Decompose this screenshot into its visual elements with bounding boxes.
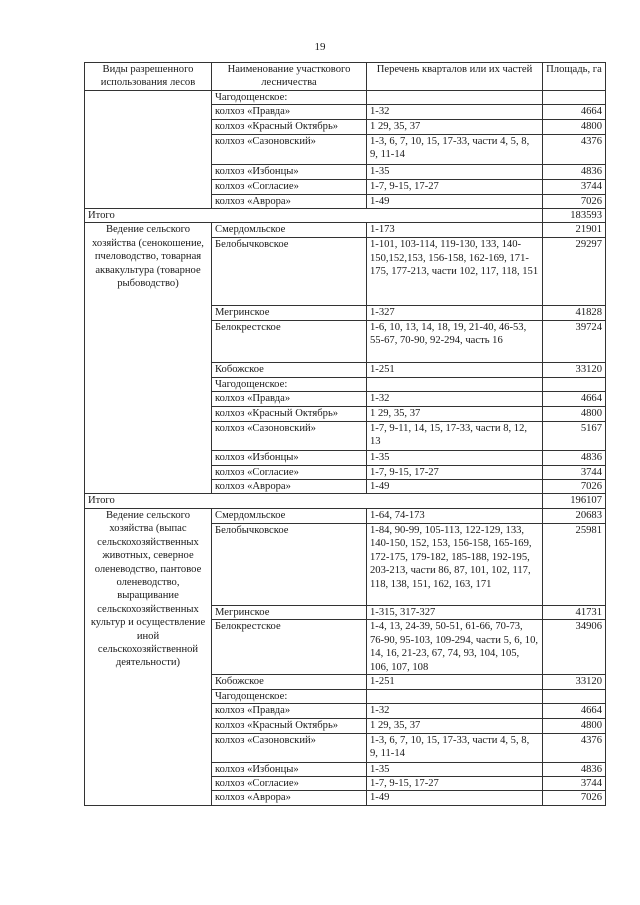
quarters-cell: 1-35 [367,450,543,465]
forestry-name-cell: колхоз «Согласие» [212,776,367,790]
use-type-cell [85,90,212,208]
quarters-cell: 1-6, 10, 13, 14, 18, 19, 21-40, 46-53, 55-67, 70-90, 92-294, часть 16 [367,320,543,362]
area-cell: 33120 [543,362,606,377]
forestry-name-cell: колхоз «Аврора» [212,791,367,805]
table-row [85,90,606,104]
forestry-name-cell: Смердомльское [212,508,367,523]
quarters-cell [367,689,543,703]
forestry-name-cell: Белобычковское [212,523,367,605]
total-row [85,209,606,223]
forestry-name-cell: колхоз «Красный Октябрь» [212,406,367,421]
area-cell: 3744 [543,465,606,479]
forestry-name-cell: Белобычковское [212,238,367,306]
forestry-name-cell: колхоз «Сазоновский» [212,733,367,762]
forestry-name-cell: колхоз «Согласие» [212,465,367,479]
quarters-cell: 1-49 [367,194,543,208]
quarters-cell: 1-327 [367,306,543,320]
area-cell [543,689,606,703]
area-cell: 3744 [543,179,606,194]
quarters-cell: 1 29, 35, 37 [367,119,543,134]
forestry-name-cell: Смердомльское [212,223,367,238]
forestry-name-cell: колхоз «Избонцы» [212,164,367,179]
table-row [85,223,606,238]
quarters-cell: 1-32 [367,392,543,406]
forestry-name-cell: колхоз «Аврора» [212,480,367,494]
area-cell: 29297 [543,238,606,306]
header-forestry-name: Наименование участкового лесничества [212,63,367,91]
area-cell: 4664 [543,105,606,119]
forestry-name-cell: колхоз «Правда» [212,392,367,406]
quarters-cell: 1-315, 317-327 [367,605,543,619]
quarters-cell: 1-101, 103-114, 119-130, 133, 140-150,152,153, 156-158, 162-169, 171-175, 177-213, части 102, 117, 118, 151 [367,238,543,306]
area-cell: 4836 [543,762,606,776]
quarters-cell: 1-35 [367,164,543,179]
area-cell: 4664 [543,392,606,406]
area-cell: 33120 [543,675,606,689]
area-cell: 5167 [543,421,606,450]
table-row [85,508,606,523]
use-type-cell: Ведение сельского хозяйства (сенокошение, пчеловодство, товарная аквакультура (товарное рыбоводство) [85,223,212,494]
quarters-cell: 1-173 [367,223,543,238]
quarters-cell: 1-32 [367,105,543,119]
area-cell: 34906 [543,620,606,675]
quarters-cell: 1-7, 9-15, 17-27 [367,465,543,479]
forestry-name-cell: колхоз «Сазоновский» [212,134,367,164]
area-cell: 4800 [543,718,606,733]
area-cell: 3744 [543,776,606,790]
total-label: Итого [85,209,543,223]
total-value: 183593 [543,209,606,223]
area-cell: 41828 [543,306,606,320]
quarters-cell: 1 29, 35, 37 [367,718,543,733]
area-cell: 4800 [543,119,606,134]
quarters-cell: 1-32 [367,704,543,718]
quarters-cell: 1-4, 13, 24-39, 50-51, 61-66, 70-73, 76-90, 95-103, 109-294, части 5, 6, 10, 14, 16, 21-23, 67, 74, 93, 104, 105, 106, 107, 108 [367,620,543,675]
area-cell: 7026 [543,791,606,805]
forestry-name-cell: колхоз «Правда» [212,105,367,119]
forestry-name-cell: колхоз «Избонцы» [212,762,367,776]
quarters-cell [367,90,543,104]
area-cell: 20683 [543,508,606,523]
forestry-name-cell: колхоз «Согласие» [212,179,367,194]
quarters-cell: 1-251 [367,675,543,689]
forestry-name-cell: Кобожское [212,675,367,689]
forestry-name-cell: Мегринское [212,605,367,619]
forestry-name-cell: колхоз «Избонцы» [212,450,367,465]
quarters-cell [367,377,543,391]
quarters-cell: 1-3, 6, 7, 10, 15, 17-33, части 4, 5, 8, 9, 11-14 [367,134,543,164]
area-cell: 7026 [543,194,606,208]
quarters-cell: 1-7, 9-15, 17-27 [367,776,543,790]
total-row [85,494,606,508]
quarters-cell: 1-49 [367,480,543,494]
area-cell: 41731 [543,605,606,619]
header-quarters-list: Перечень кварталов или их частей [367,63,543,91]
quarters-cell: 1-35 [367,762,543,776]
header-area: Площадь, га [543,63,606,91]
quarters-cell: 1-84, 90-99, 105-113, 122-129, 133, 140-150, 152, 153, 156-158, 165-169, 172-175, 179-182, 185-188, 192-195, 203-213, части 86, 87, 101, 102, 117, 118, 138, 151, 162, 163, 171 [367,523,543,605]
forestry-name-cell: колхоз «Красный Октябрь» [212,718,367,733]
quarters-cell: 1-7, 9-11, 14, 15, 17-33, части 8, 12, 13 [367,421,543,450]
quarters-cell: 1 29, 35, 37 [367,406,543,421]
area-cell: 4376 [543,134,606,164]
quarters-cell: 1-7, 9-15, 17-27 [367,179,543,194]
area-cell: 39724 [543,320,606,362]
page-number: 19 [314,41,326,53]
forestry-name-cell: колхоз «Правда» [212,704,367,718]
area-cell [543,377,606,391]
area-cell: 4836 [543,450,606,465]
forestry-name-cell: Чагодощенское: [212,689,367,703]
forest-use-table [84,62,606,806]
forestry-name-cell: Мегринское [212,306,367,320]
quarters-cell: 1-3, 6, 7, 10, 15, 17-33, части 4, 5, 8, 9, 11-14 [367,733,543,762]
header-use-type: Виды разрешенного использования лесов [85,63,212,91]
quarters-cell: 1-251 [367,362,543,377]
area-cell [543,90,606,104]
area-cell: 4664 [543,704,606,718]
forestry-name-cell: Белокрестское [212,320,367,362]
forestry-name-cell: колхоз «Красный Октябрь» [212,119,367,134]
forestry-name-cell: Кобожское [212,362,367,377]
table-header-row [85,63,606,91]
area-cell: 7026 [543,480,606,494]
total-value: 196107 [543,494,606,508]
forestry-name-cell: колхоз «Аврора» [212,194,367,208]
total-label: Итого [85,494,543,508]
area-cell: 21901 [543,223,606,238]
forestry-name-cell: Белокрестское [212,620,367,675]
quarters-cell: 1-64, 74-173 [367,508,543,523]
forestry-name-cell: колхоз «Сазоновский» [212,421,367,450]
area-cell: 4836 [543,164,606,179]
area-cell: 4376 [543,733,606,762]
forestry-name-cell: Чагодощенское: [212,90,367,104]
area-cell: 25981 [543,523,606,605]
forestry-name-cell: Чагодощенское: [212,377,367,391]
area-cell: 4800 [543,406,606,421]
quarters-cell: 1-49 [367,791,543,805]
use-type-cell: Ведение сельского хозяйства (выпас сельскохозяйственных животных, северное оленеводство, пантовое оленеводство, выращивание сельскохозяйственных культур и осуществление иной сельскохозяйственной деятельности) [85,508,212,805]
